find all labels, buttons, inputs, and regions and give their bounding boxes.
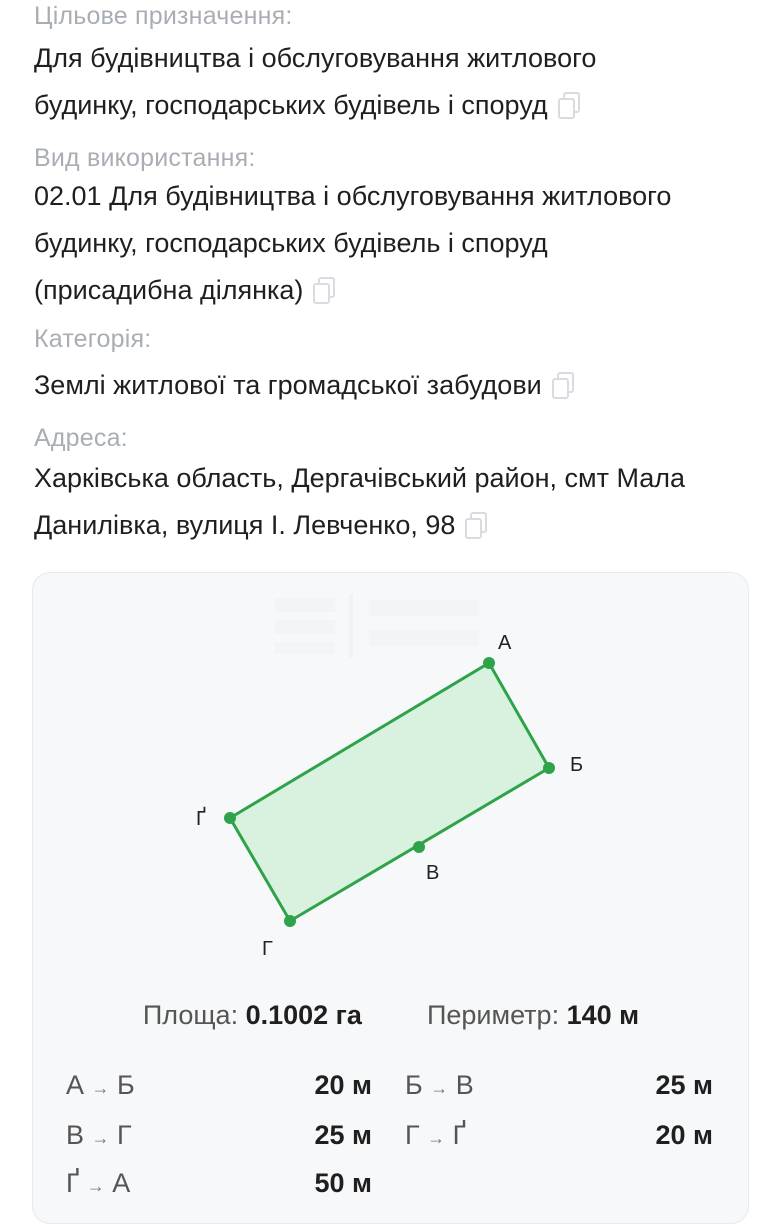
point-b-label: Б	[570, 754, 584, 776]
arrow-right-icon: →	[427, 1128, 446, 1148]
segment-to: В	[455, 1070, 474, 1100]
plot-stats	[0, 1000, 782, 1031]
segment-to: Ґ	[452, 1120, 466, 1150]
segment-length: 25 м	[655, 1070, 713, 1100]
usage-label: Вид використання:	[34, 144, 256, 172]
segment-name	[66, 1070, 135, 1101]
segment-length: 25 м	[314, 1120, 372, 1150]
segment-from: В	[66, 1120, 85, 1150]
segment-to: А	[112, 1168, 131, 1198]
point-g-label: Г	[262, 938, 273, 960]
address-value-line2: Данилівка, вулиця І. Левченко, 98	[34, 510, 456, 540]
perimeter-label: Периметр:	[426, 1000, 560, 1030]
purpose-value-line2: будинку, господарських будівель і споруд	[34, 90, 548, 120]
arrow-right-icon: →	[91, 1078, 110, 1098]
arrow-right-icon: →	[91, 1128, 110, 1148]
point-b	[543, 762, 555, 774]
point-a-label: А	[498, 632, 512, 654]
usage-value-line2: будинку, господарських будівель і споруд	[34, 228, 548, 258]
segment-name	[66, 1168, 130, 1199]
arrow-right-icon: →	[86, 1176, 105, 1196]
segment-from: Г	[405, 1120, 420, 1150]
purpose-label: Цільове призначення:	[34, 2, 293, 30]
point-a	[483, 657, 495, 669]
category-value-text: Землі житлової та громадської забудови	[34, 370, 542, 400]
segment-name	[405, 1070, 474, 1101]
arrow-right-icon: →	[430, 1078, 449, 1098]
perimeter-value: 140 м	[566, 1000, 640, 1030]
segment-length: 20 м	[655, 1120, 713, 1150]
area-value: 0.1002 га	[245, 1000, 362, 1030]
segment-name	[66, 1120, 132, 1151]
segment-from: Ґ	[66, 1168, 80, 1198]
purpose-value-line1: Для будівництва і обслуговування житлового	[34, 43, 597, 73]
address-value-line1: Харківська область, Дергачівський район, смт Мала	[34, 463, 686, 493]
point-v-label: В	[426, 862, 440, 884]
point-v	[413, 841, 425, 853]
point-gg	[224, 812, 236, 824]
segment-length: 20 м	[314, 1070, 372, 1100]
address-label: Адреса:	[34, 424, 128, 452]
usage-value-line3: (присадибна ділянка)	[34, 275, 304, 305]
segment-from: А	[66, 1070, 85, 1100]
segment-length: 50 м	[314, 1168, 372, 1198]
segment-name	[405, 1120, 466, 1151]
segment-from: Б	[405, 1070, 423, 1100]
area-label: Площа:	[142, 1000, 239, 1030]
plot-polygon	[230, 663, 549, 921]
segment-to: Г	[117, 1120, 132, 1150]
point-g	[284, 915, 296, 927]
point-gg-label: Ґ	[196, 808, 206, 830]
segment-to: Б	[117, 1070, 135, 1100]
category-label: Категорія:	[34, 325, 152, 353]
usage-value-line1: 02.01 Для будівництва і обслуговування житлового	[34, 181, 672, 211]
